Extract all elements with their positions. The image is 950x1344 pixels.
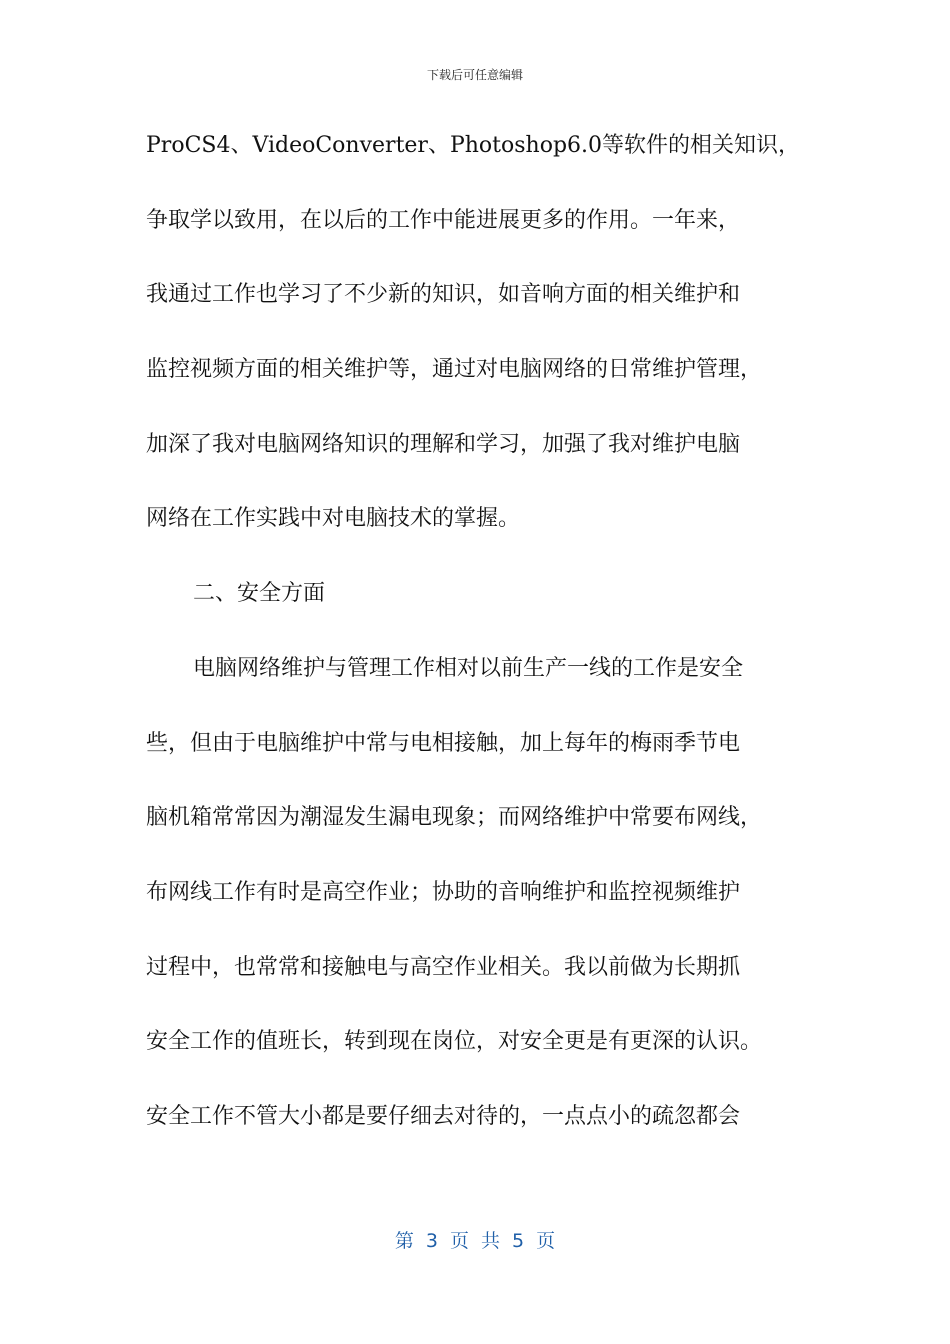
text-line: 电脑网络维护与管理工作相对以前生产一线的工作是安全 [193,655,744,681]
document-body [146,127,816,1173]
text-line: 过程中，也常常和接触电与高空作业相关。我以前做为长期抓 [146,954,741,980]
text-line: ProCS4、VideoConverter、Photoshop6.0等软件的相关知识， [146,133,801,158]
text-line: 布网线工作有时是高空作业；协助的音响维护和监控视频维护 [146,879,741,905]
text-line: 我通过工作也学习了不少新的知识，如音响方面的相关维护和 [146,282,741,308]
text-line: 些，但由于电脑维护中常与电相接触，加上每年的梅雨季节电 [146,730,741,756]
text-line: 加深了我对电脑网络知识的理解和学习，加强了我对维护电脑 [146,431,741,457]
page-header: 下载后可任意编辑 [426,68,523,82]
page-number-footer: 第 3 页 共 5 页 [394,1230,556,1252]
text-line: 脑机箱常常因为潮湿发生漏电现象；而网络维护中常要布网线， [146,805,763,831]
text-line: 监控视频方面的相关维护等，通过对电脑网络的日常维护管理， [146,357,763,383]
text-line: 安全工作的值班长，转到现在岗位，对安全更是有更深的认识。 [146,1029,763,1055]
text-line: 安全工作不管大小都是要仔细去对待的，一点点小的疏忽都会 [146,1103,741,1129]
text-line: 网络在工作实践中对电脑技术的掌握。 [146,506,521,532]
section-heading: 二、安全方面 [193,581,326,607]
text-line: 争取学以致用，在以后的工作中能进展更多的作用。一年来， [146,207,741,233]
